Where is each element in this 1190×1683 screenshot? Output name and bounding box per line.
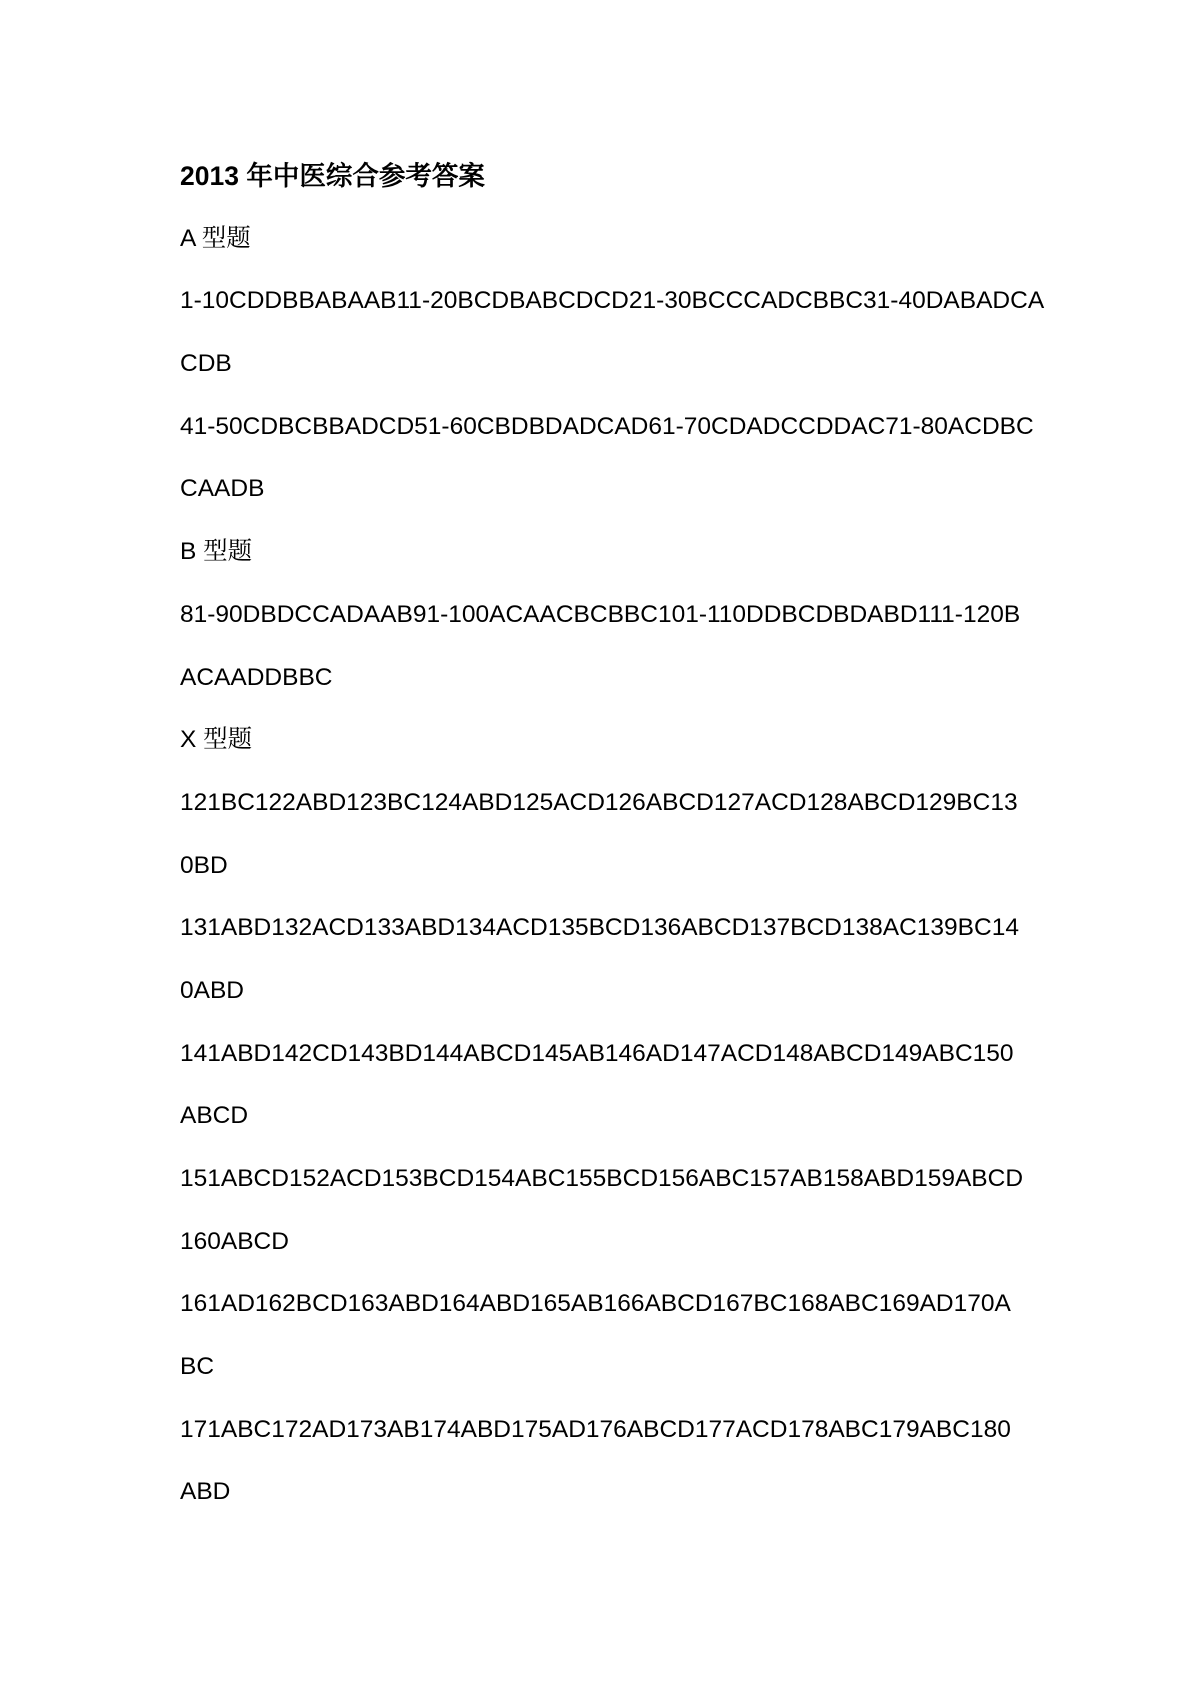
answer-line: 151ABCD152ACD153BCD154ABC155BCD156ABC157AB158ABD159ABCD — [180, 1165, 1024, 1192]
answer-line: 171ABC172AD173AB174ABD175AD176ABCD177ACD178ABC179ABC180 — [180, 1415, 1011, 1443]
answer-line: ABCD — [180, 1102, 249, 1130]
answer-line: 1-10CDDBBABAAB11-20BCDBABCDCD21-30BCCCADCBBC31-40DABADCA — [180, 287, 1045, 315]
answer-document — [180, 150, 1060, 1529]
answer-line: 41-50CDBCBBADCD51-60CBDBDADCAD61-70CDADCCDDAC71-80ACDBC — [180, 412, 1034, 440]
section-heading-a: A 型题 — [180, 224, 251, 252]
answer-line: 161AD162BCD163ABD164ABD165AB166ABCD167BC168ABC169AD170A — [180, 1290, 1011, 1318]
answer-line: 0BD — [180, 851, 228, 879]
answer-line: 0ABD — [180, 976, 245, 1004]
answer-line: ABD — [180, 1478, 231, 1506]
section-heading-b: B 型题 — [180, 538, 253, 566]
answer-line: ACAADDBBC — [180, 663, 333, 691]
answer-line: CDB — [180, 350, 232, 378]
answer-line: 121BC122ABD123BC124ABD125ACD126ABCD127ACD128ABCD129BC13 — [180, 788, 1018, 816]
answer-line: 131ABD132ACD133ABD134ACD135BCD136ABCD137BCD138AC139BC14 — [180, 914, 1019, 942]
answer-line: BC — [180, 1353, 215, 1381]
answer-line: 81-90DBDCCADAAB91-100ACAACBCBBC101-110DDBCDBDABD111-120B — [180, 600, 1021, 628]
answer-line: 141ABD142CD143BD144ABCD145AB146AD147ACD148ABCD149ABC150 — [180, 1039, 1014, 1067]
section-heading-x: X 型题 — [180, 726, 253, 754]
document-title: 2013 年中医综合参考答案 — [180, 161, 485, 191]
answer-line: CAADB — [180, 475, 265, 503]
answer-line: 160ABCD — [180, 1227, 289, 1255]
